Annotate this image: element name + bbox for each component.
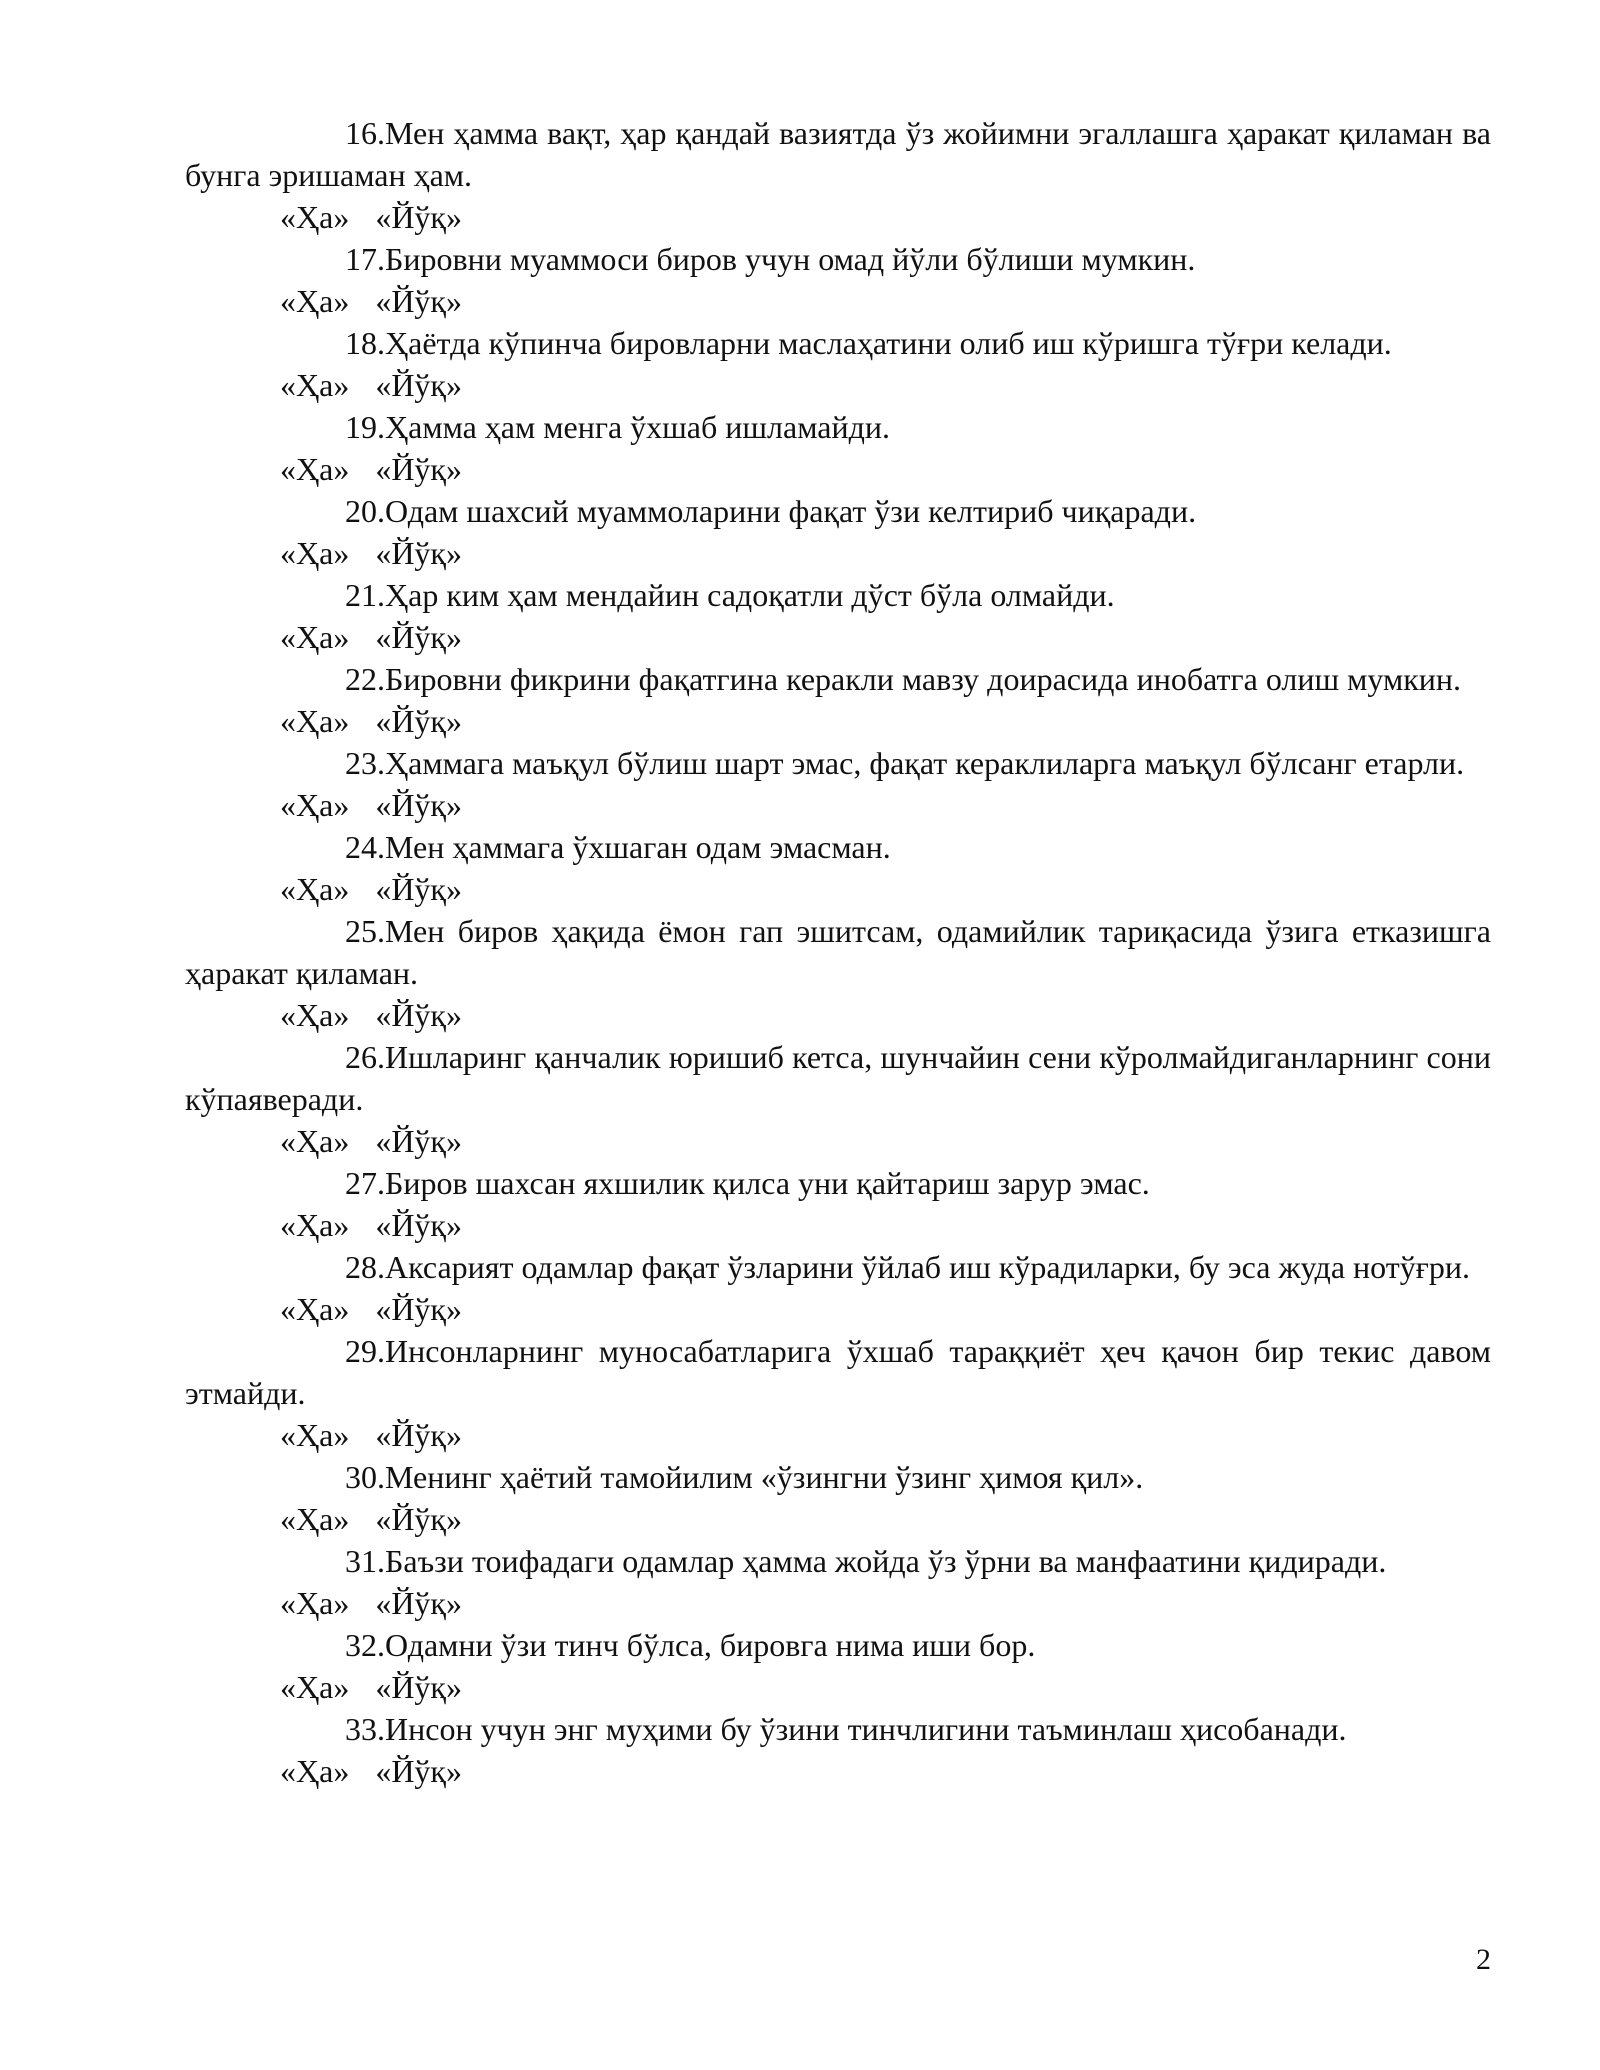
question-text: Ҳар ким ҳам мендайин садоқатли дўст бўла олмайди. [385,577,1115,613]
answer-yes: «Ҳа» [280,1207,350,1243]
question-text: Ҳаммага маъқул бўлиш шарт эмас, фақат кераклиларга маъқул бўлсанг етарли. [385,745,1465,781]
answer-options [185,532,1491,574]
question-text: Ҳамма ҳам менга ўхшаб ишламайди. [385,409,890,445]
question-text-line [185,1456,1491,1498]
answer-options [185,280,1491,322]
question-text: Одам шахсий муаммоларини фақат ўзи келтириб чиқаради. [385,493,1197,529]
question-text-line [185,112,1491,196]
answer-yes: «Ҳа» [280,1501,350,1537]
answer-yes: «Ҳа» [280,1417,350,1453]
question-text: Бировни муаммоси биров учун омад йўли бўлиши мумкин. [385,241,1196,277]
question-item [185,1330,1491,1456]
question-text-line [185,1624,1491,1666]
questionnaire-page [185,112,1491,1792]
question-number: 18. [345,325,385,361]
question-text: Мен ҳамма вақт, ҳар қандай вазиятда ўз жойимни эгаллашга ҳаракат қиламан ва бунга эришаман ҳам. [185,115,1491,193]
question-number: 17. [345,241,385,277]
answer-yes: «Ҳа» [280,1585,350,1621]
answer-no: «Йўқ» [375,871,462,907]
question-text-line [185,1540,1491,1582]
answer-no: «Йўқ» [375,1753,462,1789]
answer-yes: «Ҳа» [280,1123,350,1159]
question-number: 33. [345,1711,385,1747]
question-number: 28. [345,1249,385,1285]
question-text: Инсон учун энг муҳими бу ўзини тинчлигини таъминлаш ҳисобанади. [385,1711,1347,1747]
question-number: 31. [345,1543,385,1579]
question-item [185,1246,1491,1330]
question-text-line [185,1036,1491,1120]
question-text-line [185,1330,1491,1414]
page-number: 2 [1476,1943,1491,1976]
question-number: 24. [345,829,385,865]
answer-options [185,1498,1491,1540]
answer-no: «Йўқ» [375,1291,462,1327]
answer-no: «Йўқ» [375,283,462,319]
question-text-line [185,1162,1491,1204]
answer-no: «Йўқ» [375,619,462,655]
question-item [185,322,1491,406]
question-item [185,490,1491,574]
answer-yes: «Ҳа» [280,1669,350,1705]
answer-options [185,1288,1491,1330]
answer-yes: «Ҳа» [280,451,350,487]
question-text-line [185,658,1491,700]
question-item [185,742,1491,826]
question-number: 20. [345,493,385,529]
answer-yes: «Ҳа» [280,787,350,823]
question-text-line [185,1246,1491,1288]
question-item [185,1540,1491,1624]
question-number: 23. [345,745,385,781]
question-number: 25. [345,913,385,949]
answer-no: «Йўқ» [375,1501,462,1537]
question-text-line [185,1708,1491,1750]
question-item [185,826,1491,910]
answer-options [185,448,1491,490]
question-text-line [185,238,1491,280]
question-item [185,1708,1491,1792]
question-text: Биров шахсан яхшилик қилса уни қайтариш зарур эмас. [385,1165,1150,1201]
answer-options [185,616,1491,658]
question-number: 29. [345,1333,385,1369]
question-text-line [185,910,1491,994]
question-text: Менинг ҳаётий тамойилим «ўзингни ўзинг ҳимоя қил». [385,1459,1144,1495]
answer-yes: «Ҳа» [280,199,350,235]
answer-yes: «Ҳа» [280,535,350,571]
answer-options [185,364,1491,406]
question-number: 26. [345,1039,385,1075]
question-item [185,112,1491,238]
answer-yes: «Ҳа» [280,871,350,907]
question-text-line [185,322,1491,364]
question-number: 16. [345,115,385,151]
answer-yes: «Ҳа» [280,619,350,655]
question-item [185,1624,1491,1708]
answer-no: «Йўқ» [375,1417,462,1453]
answer-no: «Йўқ» [375,1585,462,1621]
answer-no: «Йўқ» [375,1669,462,1705]
question-number: 22. [345,661,385,697]
question-text: Аксарият одамлар фақат ўзларини ўйлаб иш кўрадиларки, бу эса жуда нотўғри. [385,1249,1470,1285]
question-item [185,238,1491,322]
question-text: Инсонларнинг муносабатларига ўхшаб тараққиёт ҳеч қачон бир текис давом этмайди. [185,1333,1491,1411]
question-text: Мен ҳаммага ўхшаган одам эмасман. [385,829,891,865]
answer-yes: «Ҳа» [280,1753,350,1789]
answer-no: «Йўқ» [375,703,462,739]
answer-options [185,1120,1491,1162]
question-number: 32. [345,1627,385,1663]
question-item [185,406,1491,490]
question-item [185,1162,1491,1246]
answer-options [185,1414,1491,1456]
question-text: Мен биров ҳақида ёмон гап эшитсам, одамийлик тариқасида ўзига етказишга ҳаракат қиламан. [185,913,1491,991]
question-number: 19. [345,409,385,445]
answer-options [185,196,1491,238]
answer-yes: «Ҳа» [280,283,350,319]
question-text-line [185,574,1491,616]
answer-yes: «Ҳа» [280,997,350,1033]
question-text-line [185,826,1491,868]
question-text-line [185,406,1491,448]
question-text: Одамни ўзи тинч бўлса, бировга нима иши бор. [385,1627,1036,1663]
answer-options [185,868,1491,910]
answer-yes: «Ҳа» [280,367,350,403]
answer-options [185,784,1491,826]
question-item [185,574,1491,658]
question-item [185,658,1491,742]
answer-no: «Йўқ» [375,1207,462,1243]
question-text: Ишларинг қанчалик юришиб кетса, шунчайин сени кўролмайдиганларнинг сони кўпаяверади. [185,1039,1491,1117]
question-text: Бировни фикрини фақатгина керакли мавзу доирасида инобатга олиш мумкин. [385,661,1461,697]
answer-options [185,1666,1491,1708]
question-text-line [185,490,1491,532]
question-number: 21. [345,577,385,613]
question-text-line [185,742,1491,784]
question-text: Баъзи тоифадаги одамлар ҳамма жойда ўз ўрни ва манфаатини қидиради. [385,1543,1387,1579]
answer-no: «Йўқ» [375,451,462,487]
answer-yes: «Ҳа» [280,1291,350,1327]
answer-options [185,994,1491,1036]
question-item [185,1036,1491,1162]
question-number: 27. [345,1165,385,1201]
answer-options [185,700,1491,742]
answer-no: «Йўқ» [375,997,462,1033]
question-item [185,1456,1491,1540]
answer-yes: «Ҳа» [280,703,350,739]
question-number: 30. [345,1459,385,1495]
answer-no: «Йўқ» [375,535,462,571]
answer-no: «Йўқ» [375,1123,462,1159]
answer-no: «Йўқ» [375,787,462,823]
answer-no: «Йўқ» [375,367,462,403]
answer-no: «Йўқ» [375,199,462,235]
question-text: Ҳаётда кўпинча бировларни маслаҳатини олиб иш кўришга тўғри келади. [385,325,1392,361]
answer-options [185,1204,1491,1246]
question-item [185,910,1491,1036]
answer-options [185,1750,1491,1792]
answer-options [185,1582,1491,1624]
